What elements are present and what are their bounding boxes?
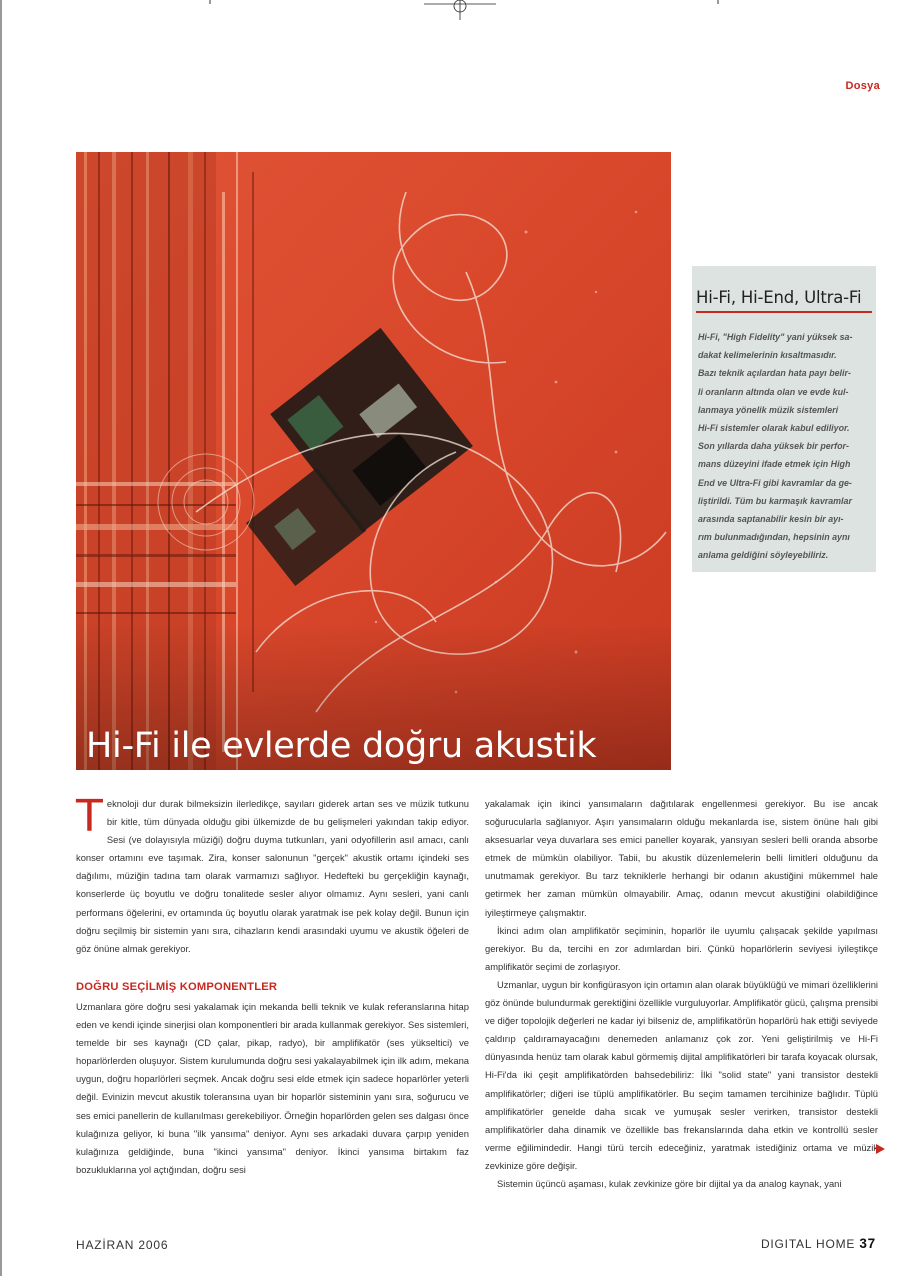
crop-mark-icon xyxy=(708,0,728,6)
sidebar-line: li oranların altında olan ve evde kul- xyxy=(698,386,849,397)
intro-paragraph xyxy=(76,791,469,958)
sidebar-line: Bazı teknik açılardan hata payı belir- xyxy=(698,368,851,379)
sidebar-body xyxy=(698,328,870,565)
sidebar-line: rım bulunmadığından, hepsinin aynı xyxy=(698,532,850,543)
hero-image xyxy=(76,152,671,770)
sidebar-line: Hi-Fi sistemler olarak kabul ediliyor. xyxy=(698,423,850,434)
intro-text: eknoloji dur durak bilmeksizin ilerledikçe, sayıları giderek artan ses ve müzik tutkunu bir kitle, tüm dünyada olduğu gibi ülkemizde de bu gelişmeleri yakından takip ediyor. Sesi (ve dolayısıyla müziği) doğru duyma tutkunları, yani odyofillerin asıl amacı, canlı konser ortamını eve taşımak. Zira, konser salonunun "gerçek" akustik ortamı içindeki ses dağılımı, müziğin tadına tam olarak varmamızı sağlıyor. Hedefteki bu gerçekliğin kaynağı, konserlerde üç boyutlu ve doğru tonalitede sesler alıyor olmamız. Aynı sesleri, yani canlı performans öğelerini, ev ortamında üç boyutlu olarak yaratmak ise pek kolay değil. Bunun için doğru seçilmiş bir sistemin yanı sıra, cihazların kendi arasındaki uyumu ve akustik öğeleri de göz önüne almak gerekiyor. xyxy=(76,798,469,954)
body-paragraph: Uzmanlar, uygun bir konfigürasyon için ortamın alan olarak büyüklüğü ve mimari özelliklerini göz önünde bulundurmak gerektiğini özellikle vurguluyorlar. Amplifikatör gücü, çalışma prensibi ve diğer topolojik değerleri ne kadar iyi bilseniz de, amplifikatörün hoparlörü hak ettiği seviyede çaldırıp çaldıramayacağını denemeden anlamanız çok zor. Yeni geliştirilmiş ve Hi-Fi dünyasında henüz tam olarak kabul görmemiş dijital amplifikatörleri bir tarafa koyacak olursak, Hi-Fi'da iki çeşit amplifikatörden bahsedebiliriz: İlki "solid state" yani transistor destekli amplifikatörler; diğeri ise tüplü amplifikatörler. Bu seçim tamamen tercihinize bağlıdır. Tüplü amplifikatörler genelde daha sıcak ve yumuşak sesler verirken, transistor destekli amplifikatörler daha dinamik ve özellikle bas frekanslarında daha etkin ve kontrollü sesler verme eğilimindedir. Hangi türü tercih edeceğiniz, yaratmak istediğiniz ortama ve müzik zevkinize göre değişir. xyxy=(485,978,878,1171)
hero-artwork xyxy=(76,152,671,770)
article-column-left xyxy=(76,791,469,1179)
article-column-right xyxy=(485,795,878,1193)
sidebar-line: anlama geldiğini söyleyebiliriz. xyxy=(698,550,829,561)
article-title: Hi-Fi ile evlerde doğru akustik xyxy=(86,726,597,766)
section-heading: DOĞRU SEÇİLMİŞ KOMPONENTLER xyxy=(76,980,278,993)
body-paragraph: İkinci adım olan amplifikatör seçiminin, hoparlör ile uyumlu çalışacak şekilde yapılması gerekiyor. Bu da, tercihi en zor adımlardan biri. Çünkü hoparlörlerin seviyesi iyileştikçe amplifikatör seçimi de zorlaşıyor. xyxy=(485,924,878,972)
sidebar-rule xyxy=(696,311,872,313)
sidebar-line: mans düzeyini ifade etmek için High xyxy=(698,459,851,470)
footer-folio xyxy=(760,1236,876,1251)
sidebar-line: dakat kelimelerinin kısaltmasıdır. xyxy=(698,350,837,361)
crop-mark-icon xyxy=(0,0,6,1276)
body-paragraph: Sistemin üçüncü aşaması, kulak zevkinize göre bir dijital ya da analog kaynak, yani xyxy=(497,1177,842,1189)
section-tag: Dosya xyxy=(845,80,880,92)
sidebar-box xyxy=(692,266,876,572)
sidebar-line: arasında saptanabilir kesin bir ayı- xyxy=(698,514,844,525)
footer-issue: HAZİRAN 2006 xyxy=(76,1238,169,1252)
sidebar-line: End ve Ultra-Fi gibi kavramlar da ge- xyxy=(698,477,852,488)
page-number: 37 xyxy=(859,1236,876,1251)
crop-mark-icon xyxy=(420,0,500,22)
sidebar-line: lanmaya yönelik müzik sistemleri xyxy=(698,404,839,415)
sidebar-title: Hi-Fi, Hi-End, Ultra-Fi xyxy=(696,288,862,307)
body-paragraph: Uzmanlara göre doğru sesi yakalamak için mekanda belli teknik ve kulak referanslarına hitap eden ve kendi içinde sinerjisi olan komponentleri bir arada kullanmak gerekiyor. Ses sistemleri, temelde bir ses kaynağı (CD çalar, pikap, radyo), bir amplifikatör (ses yükseltici) ve hoparlörlerden oluşuyor. Sistem kurulumunda doğru sesi yakalayabilmek için ilk adım, mekana uygun, doğru hoparlörleri seçmek. Ancak doğru sesi elde etmek için sadece hoparlörler yeterli değil. Evinizin mevcut akustik toleransına uyan bir hoparlör sisteminin yanı sıra, soğurucu ve ses emici panellerin de kullanılması gerekebiliyor. Örneğin hoparlörden gelen ses dalgası önce kulağınıza geliyor, ki buna "ilk yansıma" deniyor. Aynı ses arkadaki duvara çarpıp yeniden kulağınıza geldiğinde, buna "ikinci yansıma" deniyor. İkinci yansıma birtakım faz bozukluklarına yol açtığından, doğru sesi xyxy=(76,1000,469,1175)
magazine-name: DIGITAL HOME xyxy=(760,1237,856,1251)
sidebar-line: Son yıllarda daha yüksek bir perfor- xyxy=(698,441,849,452)
drop-cap: T xyxy=(76,791,103,842)
next-page-arrow-icon xyxy=(876,1144,885,1154)
sidebar-line: Hi-Fi, "High Fidelity" yani yüksek sa- xyxy=(698,332,853,342)
body-paragraph: yakalamak için ikinci yansımaların dağıtılarak engellenmesi gerekiyor. Bu ise ancak soğurucularla sağlanıyor. Aşırı yansımaların olduğu mekanlarda ise, sistem önüne halı gibi aksesuarlar veya duvarlara ses emici paneller koyarak, yansıyan sesleri belli oranda absorbe etmek de mümkün olabiliyor. Tabii, bu akustik düzenlemelerin belli limitleri olduğunu da unutmamak gerekiyor. Bu tarz tekniklerle herhangi bir odanın akustiğini mükemmel hale getirmek her zaman mümkün olmayabilir. Amaç, odanın mevcut akustiğini olabildiğince iyileştirmeye çalışmaktır. xyxy=(485,798,878,918)
crop-mark-icon xyxy=(200,0,220,6)
sidebar-line: liştirildi. Tüm bu karmaşık kavramlar xyxy=(698,495,852,506)
